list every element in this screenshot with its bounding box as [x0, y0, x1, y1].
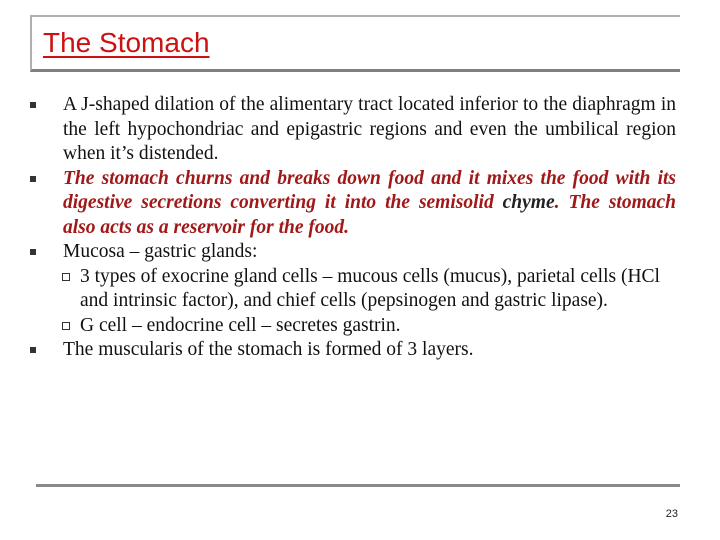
sub-bullet-text-1: 3 types of exocrine gland cells – mucous cells (mucus), parietal cells (HCl and intrinsic factor), and chief cells (pepsinogen and gastric lipase). — [80, 265, 660, 311]
bullet-item-2 — [26, 167, 676, 241]
sub-bullet-text-2: G cell – endocrine cell – secretes gastrin. — [80, 314, 401, 336]
bullet-item-4 — [26, 338, 676, 363]
square-bullet-icon — [30, 102, 36, 108]
bullet-text-4: The muscularis of the stomach is formed of 3 layers. — [63, 339, 474, 360]
term-chyme: chyme — [502, 192, 555, 213]
bullet-item-1 — [26, 93, 676, 167]
footer-rule — [36, 484, 680, 487]
bullet-text-2a: The stomach churns and breaks down food and it mixes the food with its digestive secretions converting it into the semisolid — [63, 167, 676, 213]
hollow-square-bullet-icon — [62, 273, 70, 281]
square-bullet-icon — [30, 176, 36, 182]
hollow-square-bullet-icon — [62, 322, 70, 330]
sub-bullet-item-1 — [26, 265, 676, 314]
square-bullet-icon — [30, 347, 36, 353]
bullet-item-3 — [26, 240, 676, 265]
bullet-text-3: Mucosa – gastric glands: — [63, 241, 258, 262]
slide-title: The Stomach — [43, 27, 210, 58]
slide-content — [26, 93, 676, 363]
square-bullet-icon — [30, 249, 36, 255]
bullet-text-1: A J-shaped dilation of the alimentary tract located inferior to the diaphragm in the left hypochondriac and epigastric regions and even the umbilical region when it’s distended. — [63, 94, 676, 164]
bullet-text-2b: . The stomach also acts as a reservoir for the food. — [63, 192, 677, 238]
page-number: 23 — [665, 508, 678, 520]
sub-bullet-item-2 — [26, 314, 676, 339]
